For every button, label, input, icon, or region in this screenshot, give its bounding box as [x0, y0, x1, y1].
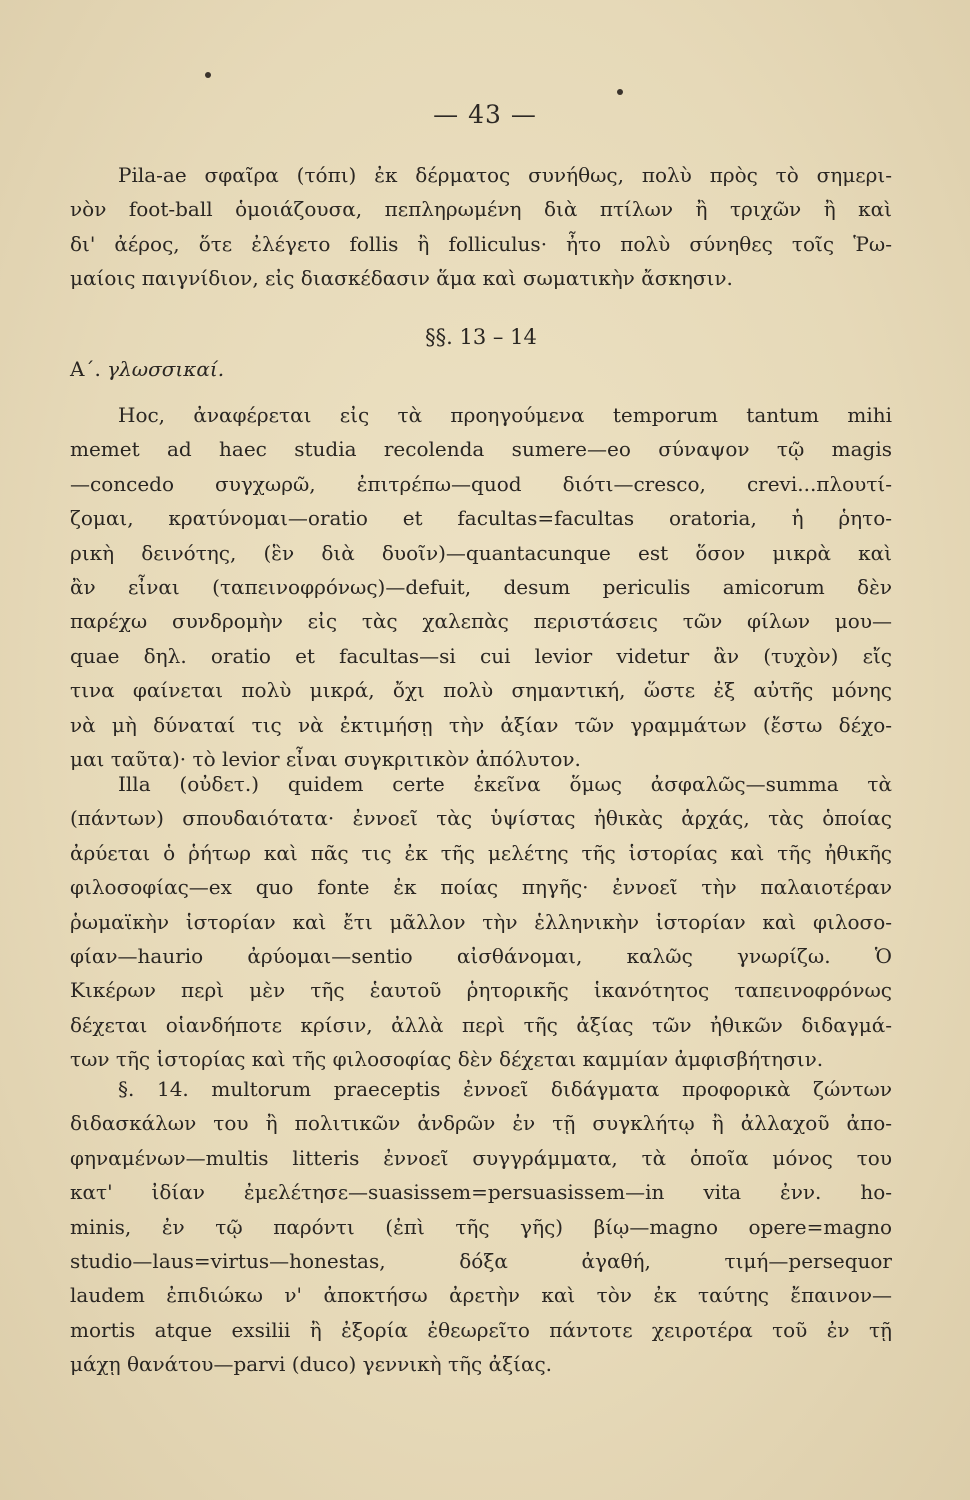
text-line: ζομαι, κρατύνομαι—oratio et facultas=facultas oratoria, ἡ ῥητο-: [70, 506, 892, 531]
text-line: quae δηλ. oratio et facultas—si cui levior videtur ἂν (τυχὸν) εἴς: [70, 643, 892, 668]
text-line: Hoc, ἀναφέρεται εἰς τὰ προηγούμενα temporum tantum mihi: [118, 403, 892, 427]
subheading: [70, 352, 224, 386]
text-line: Κικέρων περὶ μὲν τῆς ἑαυτοῦ ῥητορικῆς ἱκανότητος ταπεινοφρόνως: [70, 978, 892, 1003]
paragraph-3: [70, 767, 892, 1077]
text-line: ἀρύεται ὁ ῥήτωρ καὶ πᾶς τις ἐκ τῆς μελέτης τῆς ἱστορίας καὶ τῆς ἠθικῆς: [70, 840, 892, 865]
text-line: των τῆς ἱστορίας καὶ τῆς φιλοσοφίας δὲν δέχεται καμμίαν ἀμφισβήτησιν.: [70, 1047, 824, 1072]
text-line: τινα φαίνεται πολὺ μικρά, ὄχι πολὺ σημαντική, ὥστε ἐξ αὐτῆς μόνης: [70, 678, 892, 703]
print-speck: [205, 72, 211, 78]
text-line: φηναμένων—multis litteris ἐννοεῖ συγγράμματα, τὰ ὁποῖα μόνος του: [70, 1145, 892, 1170]
paragraph-4: [70, 1072, 892, 1382]
text-line: mortis atque exsilii ἢ ἐξορία ἐθεωρεῖτο πάντοτε χειροτέρα τοῦ ἐν τῇ: [70, 1317, 892, 1342]
section-reference: §§. 13 – 14: [425, 325, 537, 349]
text-line: κατ' ἰδίαν ἐμελέτησε—suasissem=persuasissem—in vita ἐνν. ho-: [70, 1180, 892, 1205]
text-line: ῥωμαϊκὴν ἱστορίαν καὶ ἔτι μᾶλλον τὴν ἑλληνικὴν ἱστορίαν καὶ φιλοσο-: [70, 909, 892, 934]
text-line: φιλοσοφίας—ex quo fonte ἐκ ποίας πηγῆς· ἐννοεῖ τὴν παλαιοτέραν: [70, 875, 892, 900]
text-line: §. 14. multorum praeceptis ἐννοεῖ διδάγματα προφορικὰ ζώντων: [118, 1077, 892, 1101]
text-line: νὸν foot-ball ὁμοιάζουσα, πεπληρωμένη διὰ πτίλων ἢ τριχῶν ἢ καὶ: [70, 197, 892, 222]
text-line: παρέχω συνδρομὴν εἰς τὰς χαλεπὰς περιστάσεις τῶν φίλων μου—: [70, 609, 892, 634]
text-line: minis, ἐν τῷ παρόντι (ἐπὶ τῆς γῆς) βίῳ—magno opere=magno: [70, 1214, 892, 1239]
text-line: μάχῃ θανάτου—parvi (duco) γεννικὴ τῆς ἀξίας.: [70, 1352, 553, 1377]
text-line: δι' ἀέρος, ὅτε ἐλέγετο follis ἢ folliculus· ἦτο πολὺ σύνηθες τοῖς Ῥω-: [70, 231, 892, 256]
section-heading: [70, 320, 892, 390]
text-line: μαίοις παιγνίδιον, εἰς διασκέδασιν ἅμα καὶ σωματικὴν ἄσκησιν.: [70, 266, 733, 291]
text-line: ρικὴ δεινότης, (ἓν διὰ δυοῖν)—quantacunque est ὅσον μικρὰ καὶ: [70, 540, 892, 565]
print-speck: [617, 89, 623, 95]
paragraph-1: [70, 158, 892, 296]
text-line: ἂν εἶναι (ταπεινοφρόνως)—defuit, desum periculis amicorum δὲν: [70, 574, 892, 599]
text-line: Pila-ae σφαῖρα (τόπι) ἐκ δέρματος συνήθως, πολὺ πρὸς τὸ σημερι-: [118, 163, 892, 187]
text-line: δέχεται οἱανδήποτε κρίσιν, ἀλλὰ περὶ τῆς ἀξίας τῶν ἠθικῶν διδαγμά-: [70, 1012, 892, 1037]
text-line: laudem ἐπιδιώκω ν' ἀποκτήσω ἀρετὴν καὶ τὸν ἐκ ταύτης ἔπαινον—: [70, 1283, 892, 1308]
text-line: memet ad haec studia recolenda sumere—eo σύναψον τῷ magis: [70, 437, 892, 462]
subheading-text: γλωσσικαί.: [107, 357, 225, 381]
text-line: studio—laus=virtus—honestas, δόξα ἀγαθή, τιμή—persequor: [70, 1248, 892, 1273]
text-line: φίαν—haurio ἀρύομαι—sentio αἰσθάνομαι, καλῶς γνωρίζω. Ὁ: [70, 943, 892, 968]
text-line: (πάντων) σπουδαιότατα· ἐννοεῖ τὰς ὑψίστας ἠθικὰς ἀρχάς, τὰς ὁποίας: [70, 806, 892, 831]
text-line: διδασκάλων του ἢ πολιτικῶν ἀνδρῶν ἐν τῇ συγκλήτῳ ἢ ἀλλαχοῦ ἀπο-: [70, 1111, 892, 1136]
paragraph-2: [70, 398, 892, 776]
text-line: νὰ μὴ δύναταί τις νὰ ἐκτιμήσῃ τὴν ἀξίαν τῶν γραμμάτων (ἔστω δέχο-: [70, 712, 892, 737]
text-line: —concedo συγχωρῶ, ἐπιτρέπω—quod διότι—cresco, crevi...πλουτί-: [70, 471, 892, 496]
text-line: Illa (οὐδετ.) quidem certe ἐκεῖνα ὅμως ἀσφαλῶς—summa τὰ: [118, 772, 892, 796]
page-number: — 43 —: [433, 100, 537, 129]
subheading-letter: Α΄.: [70, 357, 101, 381]
text-line: μαι ταῦτα)· τὸ levior εἶναι συγκριτικὸν ἀπόλυτον.: [70, 746, 581, 771]
